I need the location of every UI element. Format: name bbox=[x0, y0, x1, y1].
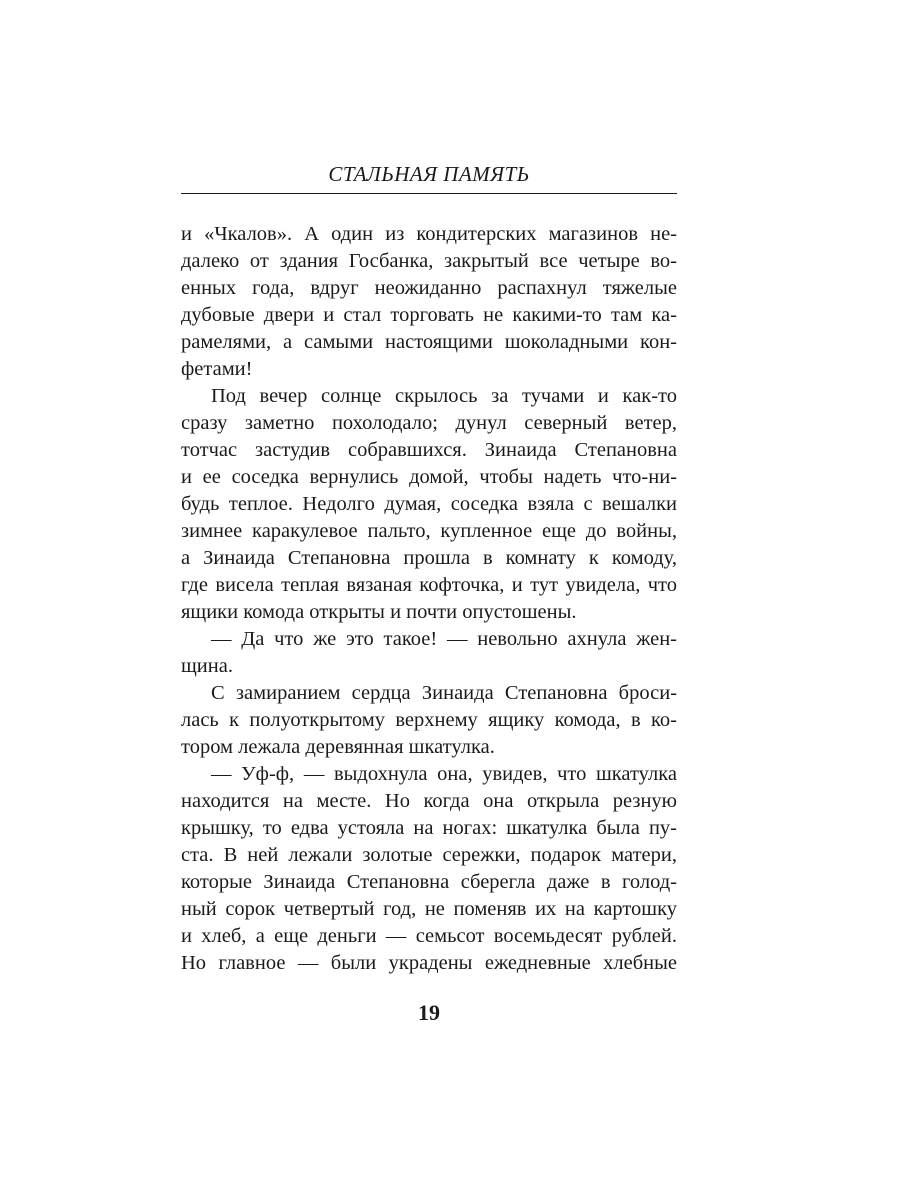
text-line: — Да что же это такое! — невольно ахнула жен- bbox=[211, 628, 677, 650]
header-rule bbox=[181, 193, 677, 194]
text-line: енных года, вдруг неожиданно распахнул тяжелые bbox=[181, 277, 677, 299]
text-line: рамелями, а самыми настоящими шоколадными кон- bbox=[181, 331, 677, 353]
text-line: Под вечер солнце скрылось за тучами и как-то bbox=[211, 385, 677, 407]
text-line: тором лежала деревянная шкатулка. bbox=[181, 736, 495, 758]
text-line: щина. bbox=[181, 655, 233, 677]
text-line: ный сорок четвертый год, не поменяв их на картошку bbox=[181, 898, 677, 920]
text-line: и «Чкалов». А один из кондитерских магазинов не- bbox=[181, 223, 677, 245]
text-line: ящики комода открыты и почти опустошены. bbox=[181, 601, 577, 623]
text-line: и хлеб, а еще деньги — семьсот восемьдесят рублей. bbox=[181, 925, 677, 947]
text-line: сразу заметно похолодало; дунул северный ветер, bbox=[181, 412, 677, 434]
text-line: фетами! bbox=[181, 358, 253, 380]
running-head: СТАЛЬНАЯ ПАМЯТЬ bbox=[328, 162, 530, 186]
text-line: С замиранием сердца Зинаида Степановна броси- bbox=[211, 682, 677, 704]
text-line: а Зинаида Степановна прошла в комнату к комоду, bbox=[181, 547, 677, 569]
text-line: где висела теплая вязаная кофточка, и тут увидела, что bbox=[181, 574, 677, 596]
text-line: лась к полуоткрытому верхнему ящику комода, в ко- bbox=[181, 709, 677, 731]
text-line: которые Зинаида Степановна сберегла даже в голод- bbox=[181, 871, 677, 893]
text-line: и ее соседка вернулись домой, чтобы надеть что-ни- bbox=[181, 466, 677, 488]
text-line: тотчас застудив собравшихся. Зинаида Степановна bbox=[181, 439, 677, 461]
text-line: будь теплое. Недолго думая, соседка взяла с вешалки bbox=[181, 493, 677, 515]
text-line: далеко от здания Госбанка, закрытый все четыре во- bbox=[181, 250, 677, 272]
text-line: Но главное — были украдены ежедневные хлебные bbox=[181, 952, 677, 974]
text-line: зимнее каракулевое пальто, купленное еще до войны, bbox=[181, 520, 677, 542]
body-text bbox=[181, 221, 677, 977]
text-line: находится на месте. Но когда она открыла резную bbox=[181, 790, 677, 812]
text-line: ста. В ней лежали золотые сережки, подарок матери, bbox=[181, 844, 677, 866]
text-line: крышку, то едва устояла на ногах: шкатулка была пу- bbox=[181, 817, 677, 839]
page-number: 19 bbox=[418, 1000, 440, 1025]
text-line: — Уф-ф, — выдохнула она, увидев, что шкатулка bbox=[211, 763, 677, 785]
text-line: дубовые двери и стал торговать не какими-то там ка- bbox=[181, 304, 677, 326]
